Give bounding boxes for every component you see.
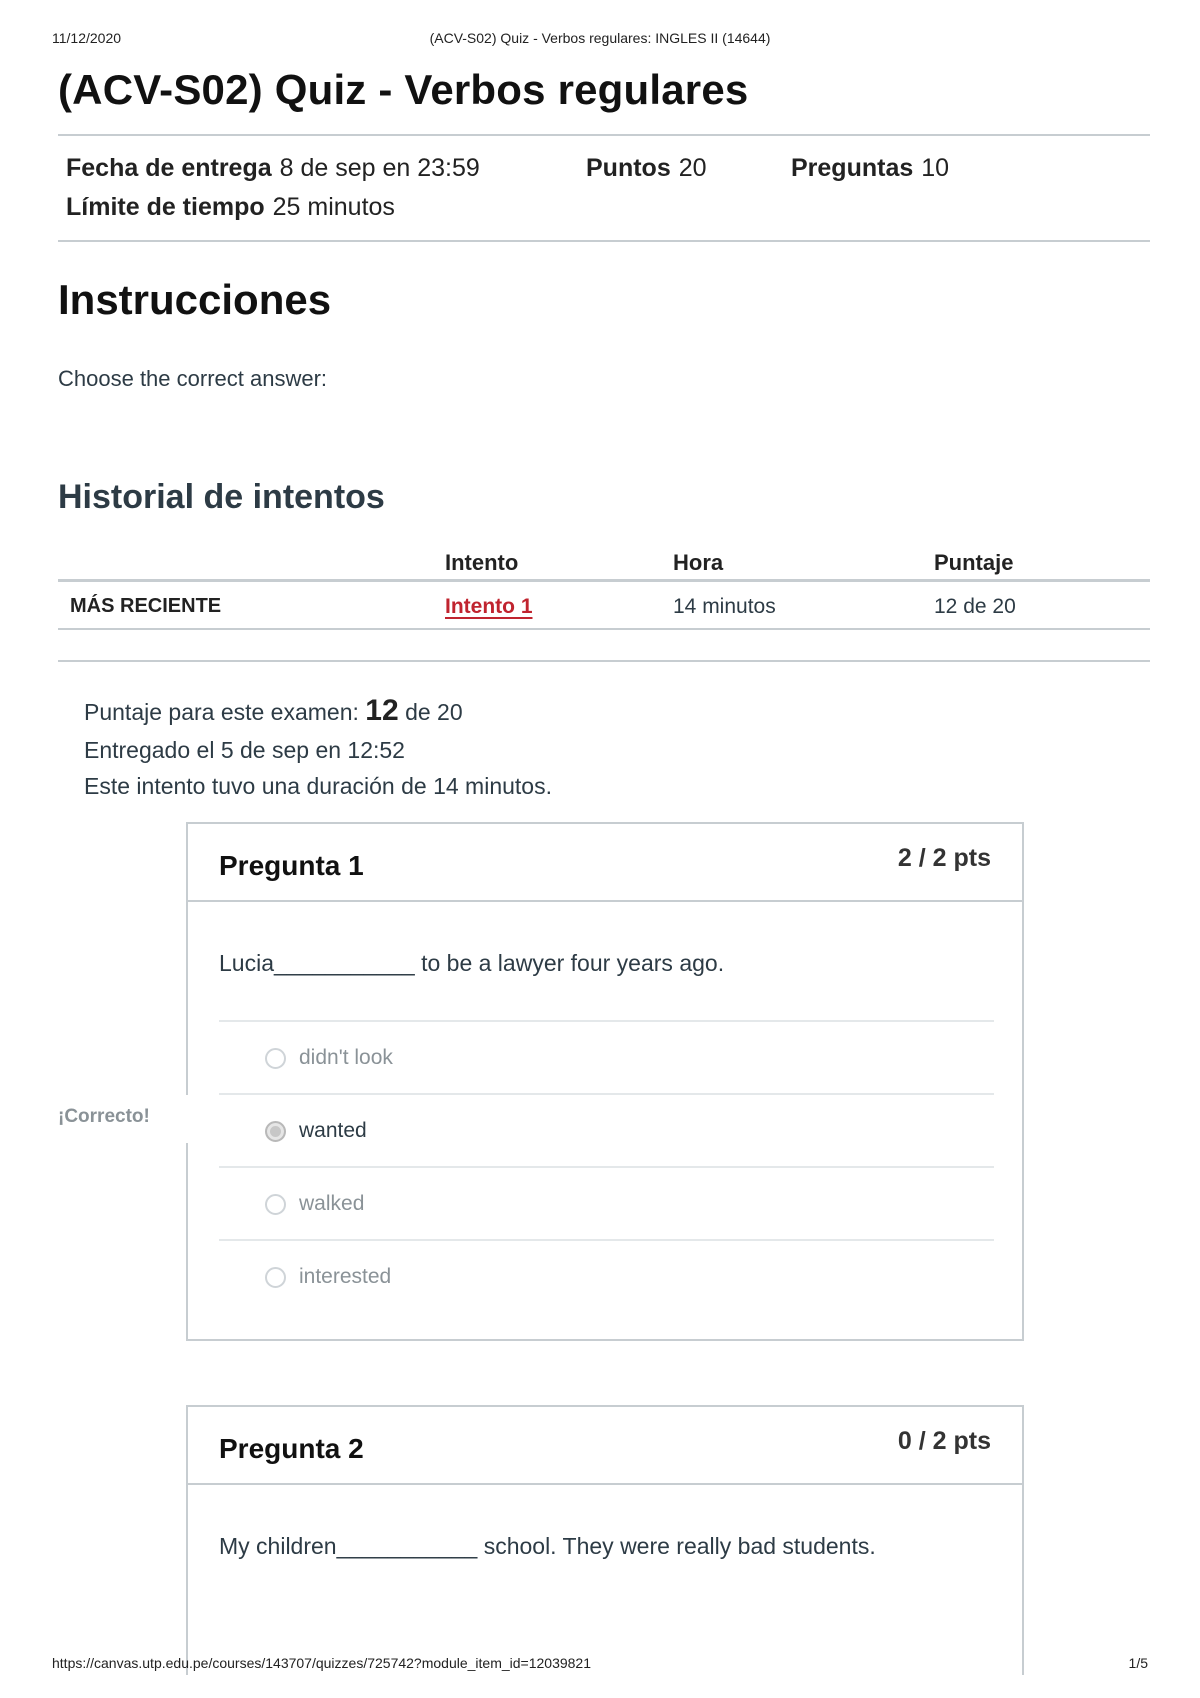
points <box>586 154 707 183</box>
print-header <box>52 30 1148 50</box>
score-value: 12 <box>365 694 399 727</box>
instructions-heading: Instrucciones <box>58 276 332 323</box>
question-header <box>188 824 1022 902</box>
question-points: 0 / 2 pts <box>897 1427 991 1455</box>
flag-gap <box>186 1095 188 1143</box>
answer-label: interested <box>299 1265 392 1288</box>
points-value: 20 <box>678 154 707 182</box>
attempt-score: 12 de 20 <box>934 595 1016 618</box>
answer-list <box>219 1020 994 1312</box>
attempt-1-link[interactable]: Intento 1 <box>445 595 533 618</box>
answer-option[interactable] <box>219 1166 994 1239</box>
score-suffix: de 20 <box>405 699 463 725</box>
answer-option-selected[interactable] <box>219 1093 994 1166</box>
divider <box>58 660 1150 662</box>
radio-button[interactable] <box>265 1194 286 1215</box>
column-header-attempt: Intento <box>445 550 519 575</box>
page-title: (ACV-S02) Quiz - Verbos regulares <box>58 66 749 113</box>
instructions-text: Choose the correct answer: <box>58 366 328 391</box>
question-text: Lucia___________ to be a lawyer four years ago. <box>219 950 725 976</box>
question-card <box>186 1405 1024 1675</box>
radio-button-checked[interactable] <box>265 1121 286 1142</box>
answer-label: didn't look <box>299 1046 393 1069</box>
question-title: Pregunta 1 <box>219 850 364 881</box>
answer-label: walked <box>299 1192 365 1215</box>
submitted-date: Entregado el 5 de sep en 12:52 <box>84 737 405 763</box>
question-header <box>188 1407 1022 1485</box>
table-header <box>58 542 1150 582</box>
divider <box>58 240 1150 242</box>
time-limit-label: Límite de tiempo <box>66 193 265 221</box>
attempt-duration: Este intento tuvo una duración de 14 minutos. <box>84 773 552 799</box>
answer-option[interactable] <box>219 1239 994 1312</box>
column-header-time: Hora <box>673 550 724 575</box>
score-summary <box>84 694 463 728</box>
question-card <box>186 822 1024 1341</box>
question-text: My children___________ school. They were really bad students. <box>219 1533 876 1559</box>
due-date-label: Fecha de entrega <box>66 154 272 182</box>
attempt-history-table <box>58 542 1150 630</box>
points-label: Puntos <box>586 154 671 182</box>
answer-option[interactable] <box>219 1020 994 1093</box>
radio-button[interactable] <box>265 1048 286 1069</box>
time-limit-value: 25 minutos <box>272 193 395 221</box>
due-date <box>66 154 480 183</box>
attempt-time: 14 minutos <box>673 595 776 618</box>
table-row <box>58 582 1150 630</box>
most-recent-label: MÁS RECIENTE <box>70 595 222 617</box>
questions-value: 10 <box>921 154 950 182</box>
time-limit <box>66 193 395 222</box>
answer-label: wanted <box>299 1119 367 1142</box>
page-url: https://canvas.utp.edu.pe/courses/143707/quizzes/725742?module_item_id=12039821 <box>52 1655 592 1671</box>
radio-button[interactable] <box>265 1267 286 1288</box>
due-date-value: 8 de sep en 23:59 <box>279 154 480 182</box>
print-document-title: (ACV-S02) Quiz - Verbos regulares: INGLES II (14644) <box>429 30 771 46</box>
questions-count <box>791 154 949 183</box>
page-number: 1/5 <box>1128 1655 1148 1671</box>
question-points: 2 / 2 pts <box>897 844 991 872</box>
history-heading: Historial de intentos <box>58 478 385 516</box>
question-title: Pregunta 2 <box>219 1433 364 1464</box>
column-header-score: Puntaje <box>934 550 1014 575</box>
divider <box>58 134 1150 136</box>
print-footer <box>52 1655 1148 1675</box>
print-date: 11/12/2020 <box>52 30 122 46</box>
questions-label: Preguntas <box>791 154 914 182</box>
correct-answer-flag: ¡Correcto! <box>58 1106 158 1128</box>
score-prefix: Puntaje para este examen: <box>84 699 359 725</box>
